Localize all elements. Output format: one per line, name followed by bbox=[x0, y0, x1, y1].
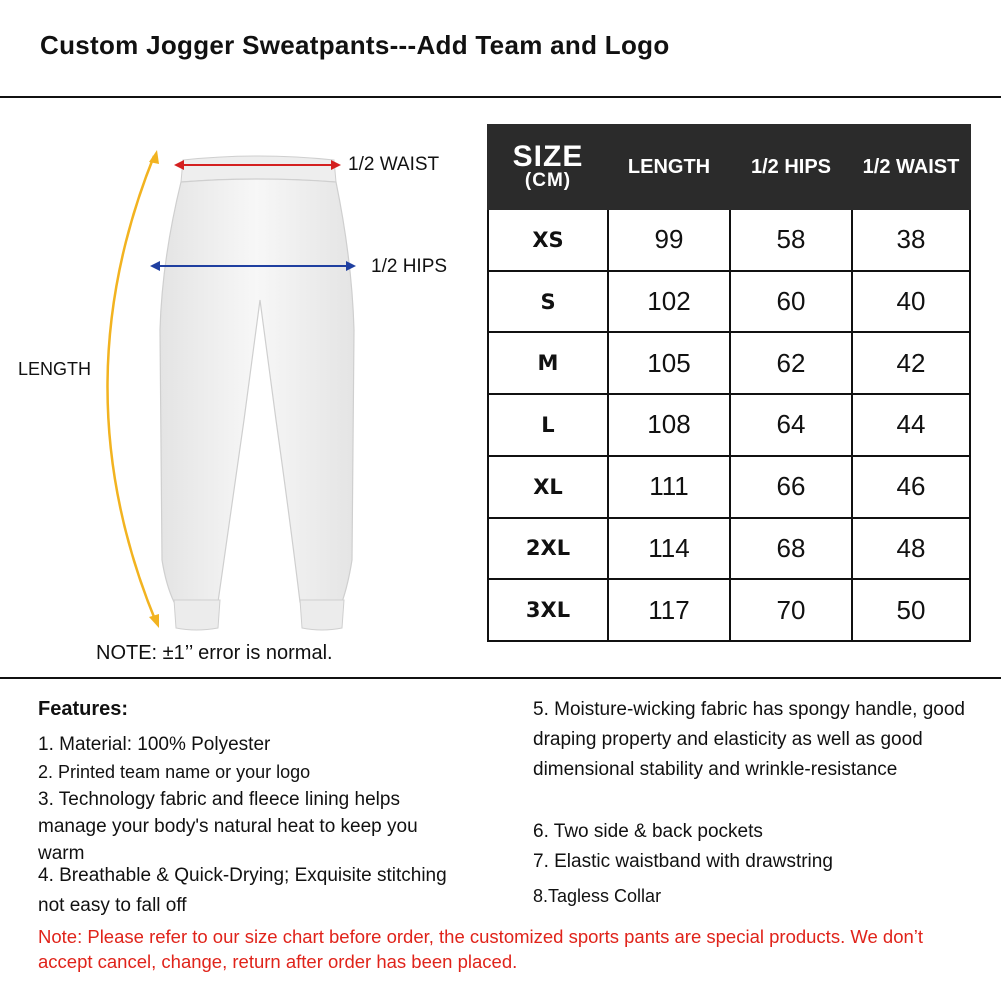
length-cell: 108 bbox=[608, 394, 730, 456]
hips-label: 1/2 HIPS bbox=[371, 256, 448, 277]
table-row bbox=[488, 394, 970, 456]
size-chart-table bbox=[487, 124, 971, 642]
length-cell: 114 bbox=[608, 518, 730, 580]
feature-item: 4. Breathable & Quick-Drying; Exquisite stitching not easy to fall off bbox=[38, 865, 447, 916]
feature-item: 8.Tagless Collar bbox=[533, 886, 662, 906]
divider-top bbox=[0, 96, 1001, 98]
size-cell: L bbox=[488, 394, 608, 456]
length-label: LENGTH bbox=[18, 359, 92, 379]
length-cell: 99 bbox=[608, 209, 730, 271]
divider-middle bbox=[0, 677, 1001, 679]
page-title: Custom Jogger Sweatpants---Add Team and Logo bbox=[40, 30, 670, 60]
size-cell: M bbox=[488, 332, 608, 394]
header-size bbox=[488, 125, 608, 209]
waist-cell: 40 bbox=[852, 271, 970, 333]
pants-illustration bbox=[0, 140, 480, 640]
header-length: LENGTH bbox=[608, 125, 730, 209]
header-size-label: SIZE bbox=[512, 140, 584, 173]
feature-item: 1. Material: 100% Polyester bbox=[38, 734, 271, 755]
feature-item: 7. Elastic waistband with drawstring bbox=[533, 851, 833, 872]
features-title: Features: bbox=[38, 698, 129, 720]
size-cell: XL bbox=[488, 456, 608, 518]
length-cell: 102 bbox=[608, 271, 730, 333]
hips-cell: 70 bbox=[730, 579, 852, 641]
table-row bbox=[488, 518, 970, 580]
feature-item: 6. Two side & back pockets bbox=[533, 821, 763, 842]
table-row bbox=[488, 579, 970, 641]
waist-cell: 42 bbox=[852, 332, 970, 394]
feature-item: 2. Printed team name or your logo bbox=[38, 762, 311, 782]
hips-cell: 66 bbox=[730, 456, 852, 518]
hips-cell: 60 bbox=[730, 271, 852, 333]
hips-cell: 68 bbox=[730, 518, 852, 580]
order-policy-note: Note: Please refer to our size chart before order, the customized sports pants are special products. We don’t accept cancel, change, return after order has been placed. bbox=[38, 926, 924, 972]
table-row bbox=[488, 271, 970, 333]
header-unit-label: (CM) bbox=[524, 170, 572, 191]
hips-cell: 64 bbox=[730, 394, 852, 456]
size-cell: XS bbox=[488, 209, 608, 271]
size-cell: S bbox=[488, 271, 608, 333]
size-cell: 2XL bbox=[488, 518, 608, 580]
size-cell: 3XL bbox=[488, 579, 608, 641]
table-row bbox=[488, 456, 970, 518]
length-cell: 117 bbox=[608, 579, 730, 641]
waist-cell: 44 bbox=[852, 394, 970, 456]
header-waist: 1/2 WAIST bbox=[852, 125, 970, 209]
table-row bbox=[488, 209, 970, 271]
tolerance-note: NOTE: ±1’’ error is normal. bbox=[96, 642, 333, 664]
waist-cell: 46 bbox=[852, 456, 970, 518]
feature-item: 3. Technology fabric and fleece lining helps manage your body's natural heat to keep you warm bbox=[38, 789, 418, 864]
feature-item: 5. Moisture-wicking fabric has spongy handle, good draping property and elasticity as well as good dimensional stability and wrinkle-resistance bbox=[533, 699, 965, 780]
waist-label: 1/2 WAIST bbox=[348, 154, 440, 175]
waist-cell: 38 bbox=[852, 209, 970, 271]
waist-cell: 50 bbox=[852, 579, 970, 641]
table-row bbox=[488, 332, 970, 394]
hips-cell: 62 bbox=[730, 332, 852, 394]
hips-cell: 58 bbox=[730, 209, 852, 271]
length-arrow bbox=[107, 150, 159, 628]
length-cell: 105 bbox=[608, 332, 730, 394]
table-header-row bbox=[488, 125, 970, 209]
length-cell: 111 bbox=[608, 456, 730, 518]
waist-cell: 48 bbox=[852, 518, 970, 580]
header-hips: 1/2 HIPS bbox=[730, 125, 852, 209]
